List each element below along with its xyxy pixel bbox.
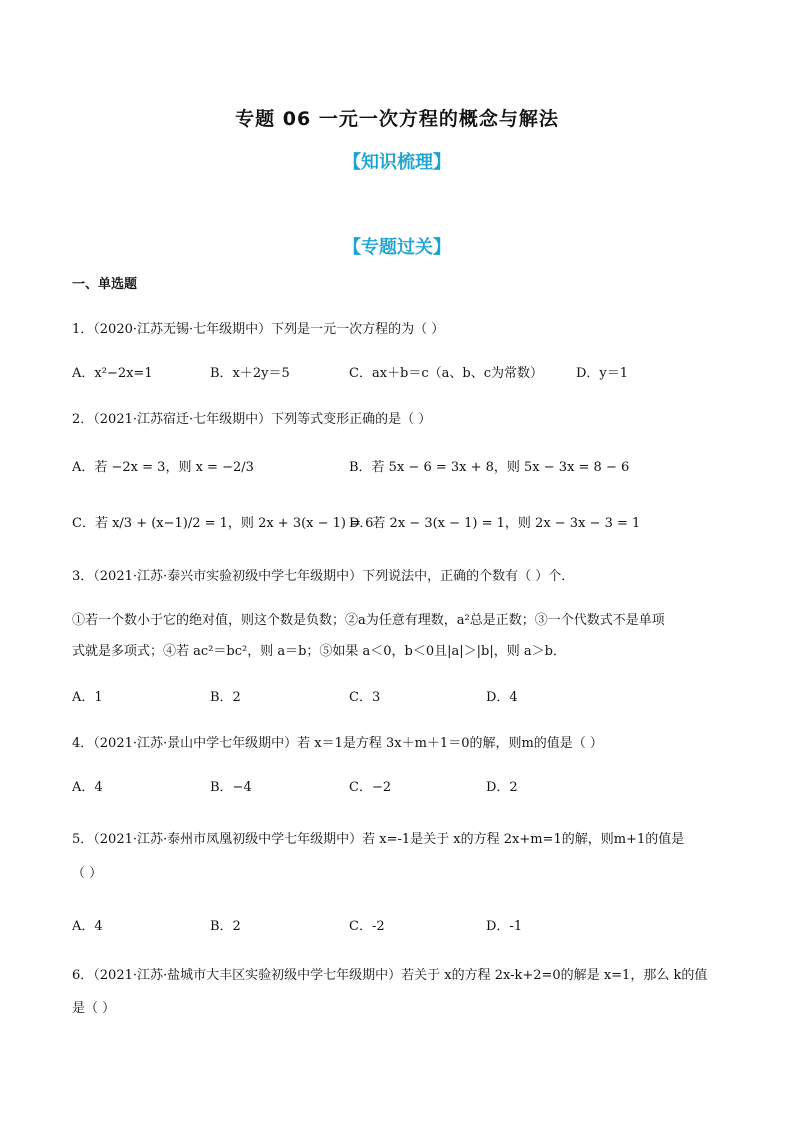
document-title: 专题 06 一元一次方程的概念与解法 bbox=[235, 108, 559, 130]
question-2-option-a: A．若 −2x = 3，则 x = −2/3 bbox=[72, 460, 254, 475]
question-5-stem-continued: （ ） bbox=[72, 866, 103, 881]
question-4-option-d: D．2 bbox=[486, 780, 518, 795]
question-3-option-d: D．4 bbox=[486, 690, 518, 705]
question-6-stem: 6．（2021·江苏·盐城市大丰区实验初级中学七年级期中）若关于 x的方程 2x-k+2=0的解是 x=1，那么 k的值 bbox=[72, 968, 708, 983]
question-3-option-a: A．1 bbox=[72, 690, 103, 705]
section-heading-knowledge: 【知识梳理】 bbox=[343, 152, 451, 173]
question-2-option-b: B．若 5x − 6 = 3x + 8，则 5x − 3x = 8 − 6 bbox=[349, 460, 630, 475]
question-3-stem: 3．（2021·江苏·泰兴市实验初级中学七年级期中）下列说法中，正确的个数有（ ）个． bbox=[72, 569, 575, 584]
question-2-option-c: C．若 x/3 + (x−1)/2 = 1，则 2x + 3(x − 1) = 6 bbox=[72, 516, 374, 531]
question-4-stem: 4．（2021·江苏·景山中学七年级期中）若 x＝1是方程 3x＋m＋1＝0的解，则m的值是（ ） bbox=[72, 736, 603, 751]
question-3-body-line-2: 式就是多项式；④若 ac²＝bc²，则 a＝b；⑤如果 a＜0，b＜0且|a|＞|b|，则 a＞b． bbox=[72, 644, 566, 659]
question-5-option-c: C．-2 bbox=[349, 919, 385, 934]
question-1-option-a: A．x²−2x=1 bbox=[72, 366, 153, 381]
part-title: 一、单选题 bbox=[72, 277, 138, 292]
question-1-option-b: B．x＋2y＝5 bbox=[210, 366, 290, 381]
question-1-option-c: C．ax＋b＝c（a、b、c为常数） bbox=[349, 366, 543, 381]
question-4-option-b: B．−4 bbox=[210, 780, 252, 795]
question-5-option-b: B．2 bbox=[210, 919, 241, 934]
question-3-body-line-1: ①若一个数小于它的绝对值，则这个数是负数；②a为任意有理数，a²总是正数；③一个代数式不是单项 bbox=[72, 613, 665, 628]
question-5-option-a: A．4 bbox=[72, 919, 103, 934]
question-2-stem: 2．（2021·江苏宿迁·七年级期中）下列等式变形正确的是（ ） bbox=[72, 412, 432, 427]
question-3-option-c: C．3 bbox=[349, 690, 381, 705]
question-1-option-d: D．y＝1 bbox=[576, 366, 629, 381]
question-5-option-d: D．-1 bbox=[486, 919, 523, 934]
question-5-stem: 5．（2021·江苏·泰州市凤凰初级中学七年级期中）若 x=-1是关于 x的方程 2x+m=1的解，则m+1的值是 bbox=[72, 832, 685, 847]
question-6-stem-continued: 是（ ） bbox=[72, 1001, 116, 1016]
question-4-option-a: A．4 bbox=[72, 780, 103, 795]
question-2-option-d: D．若 2x − 3(x − 1) = 1，则 2x − 3x − 3 = 1 bbox=[349, 516, 641, 531]
question-3-option-b: B．2 bbox=[210, 690, 241, 705]
section-heading-practice: 【专题过关】 bbox=[343, 237, 451, 258]
question-1-stem: 1．（2020·江苏无锡·七年级期中）下列是一元一次方程的为（ ） bbox=[72, 322, 445, 337]
question-4-option-c: C．−2 bbox=[349, 780, 392, 795]
